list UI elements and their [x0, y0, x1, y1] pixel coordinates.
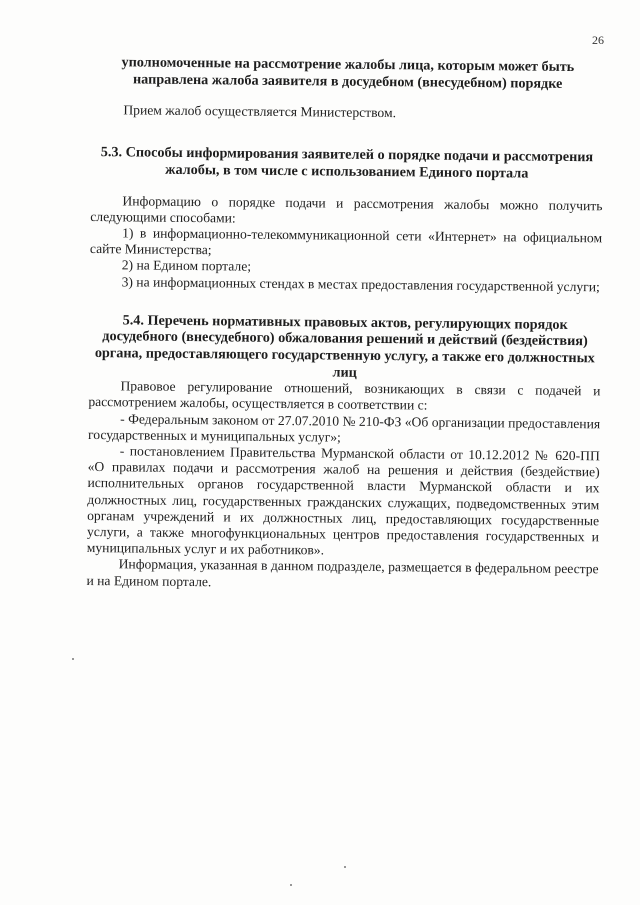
scan-speck [290, 884, 292, 886]
section-5-4-item: - постановлением Правительства Мурманской области от 10.12.2012 № 620-ПП «О правилах подачи и рассмотрения жалоб на решения и действия (бездействие) исполнительных органов государственной власти Мурманской области и их должностных лиц, государственных гражданских служащих, подведомственных этим органам учреждений и их должностных лиц, предоставляющих государственные услуги, а также многофункциональных центров предоставления государственных и муниципальных услуг и их работников». [86, 443, 600, 558]
section-5-4-title: 5.4. Перечень нормативных правовых актов, регулирующих порядок досудебного (внесудебного) обжалования решений и действий (бездействия) органа, предоставляющего государственную услугу, а также его должностных лиц [94, 312, 595, 381]
page-text [86, 54, 604, 594]
section-5-3-item: 3) на информационных стендах в местах предоставления государственной услуги; [121, 273, 600, 294]
heading-continuation: уполномоченные на рассмотрение жалобы лица, которым может быть направлена жалоба заявителя в досудебном (внесудебном) порядке [121, 54, 575, 92]
section-5-4-lead: Правовое регулирование отношений, возникающих в связи с подачей и рассмотрением жалобы, осуществляется в соответствии с: [88, 378, 601, 413]
scan-speck [72, 658, 74, 660]
section-5-4-item: - Федеральным законом от 27.07.2010 № 210-ФЗ «Об организации предоставления государственных и муниципальных услуг»; [87, 410, 601, 445]
section-5-3-title: 5.3. Способы информирования заявителей о порядке подачи и рассмотрения жалобы, в том числе с использованием Единого портала [100, 144, 594, 182]
page-number: 26 [592, 33, 604, 47]
section-5-3-item: 2) на Едином портале; [121, 257, 252, 275]
scan-speck [344, 866, 346, 868]
intro-paragraph: Прием жалоб осуществляется Министерством. [123, 102, 397, 121]
section-5-3-lead: Информацию о порядке подачи и рассмотрения жалобы можно получить следующими способами: [90, 192, 603, 226]
section-5-4-closing: Информация, указанная в данном подразделе, размещается в федеральном реестре и на Едином портале. [86, 556, 599, 589]
section-5-3-item: 1) в информационно-телекоммуникационной сети «Интернет» на официальном сайте Министерства; [89, 225, 603, 258]
